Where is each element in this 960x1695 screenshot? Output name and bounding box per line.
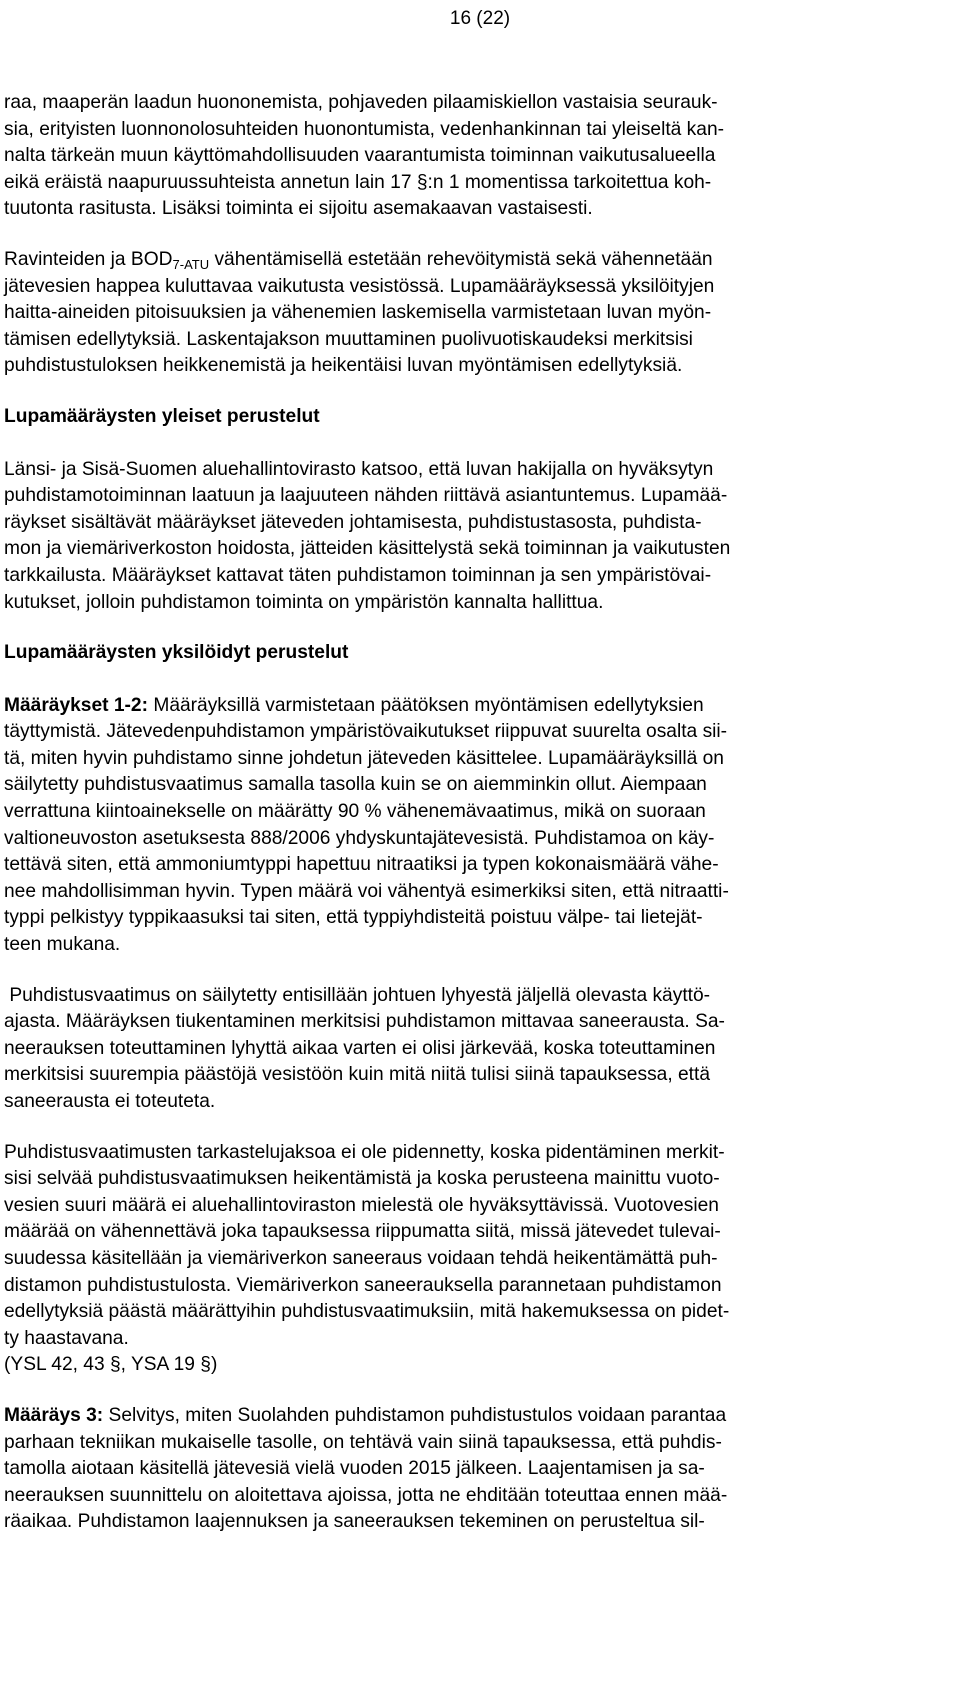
text-line: puhdistamotoiminnan laatuun ja laajuuteen nähden riittävä asiantuntemus. Lupamää- [4,485,728,507]
text-line: puhdistustuloksen heikkenemistä ja heikentäisi luvan myöntämisen edellytyksiä. [4,355,683,377]
paragraph-7 [4,1403,886,1536]
paragraph-6 [4,1140,886,1379]
text-line: merkitsisi suurempia päästöjä vesistöön kuin mitä niitä tulisi siinä tapauksessa, että [4,1064,711,1086]
text-line: Länsi- ja Sisä-Suomen aluehallintovirasto katsoo, että luvan hakijalla on hyväksytyn [4,458,714,480]
text-line: tämisen edellytyksiä. Laskentajakson muuttaminen puolivuotiskaudeksi merkitsisi [4,328,693,350]
text-line: suudessa käsitellään ja viemäriverkon saneeraus voidaan tehdä heikentämättä puh- [4,1247,718,1269]
text-line: ty haastavana. [4,1327,129,1349]
legal-reference: (YSL 42, 43 §, YSA 19 §) [4,1354,218,1376]
text-line: nee mahdollisimman hyvin. Typen määrä voi vähentyä esimerkiksi siten, että nitraatti- [4,880,729,902]
text-line: Puhdistusvaatimusten tarkastelujaksoa ei ole pidennetty, koska pidentäminen merkit- [4,1141,725,1163]
text-fragment: Määräyksillä varmistetaan päätöksen myöntämisen edellytyksien [148,694,704,716]
text-line: typpi pelkistyy typpikaasuksi tai siten, että typpiyhdisteitä poistuu välpe- tai lietejät- [4,907,703,929]
regulation-label: Määräys 3: [4,1404,104,1426]
text-line: valtioneuvoston asetuksesta 888/2006 yhdyskuntajätevesistä. Puhdistamoa on käy- [4,827,715,849]
text-line: neerauksen suunnittelu on aloitettava ajoissa, jotta ne ehditään toteuttaa ennen mää- [4,1484,728,1506]
text-line: määrää on vähennettävä joka tapauksessa riippumatta siitä, missä jätevedet tulevai- [4,1221,721,1243]
text-line: säilytetty puhdistusvaatimus samalla tasolla kuin se on aiemminkin ollut. Aiempaan [4,774,707,796]
text-line: sia, erityisten luonnonolosuhteiden huonontumista, vedenhankinnan tai yleiseltä kan- [4,118,725,140]
text-line: distamon puhdistustulosta. Viemäriverkon saneerauksella parannetaan puhdistamon [4,1274,722,1296]
text-line: räaikaa. Puhdistamon laajennuksen ja saneerauksen tekeminen on perusteltua sil- [4,1511,705,1533]
text-line [4,247,886,274]
paragraph-2 [4,247,886,380]
text-line: vesien suuri määrä ei aluehallintoviraston mielestä ole hyväksyttävissä. Vuotovesien [4,1194,719,1216]
text-line: haitta-aineiden pitoisuuksien ja vähenemien laskemisella varmistetaan luvan myön- [4,302,712,324]
text-line: täyttymistä. Jätevedenpuhdistamon ympäristövaikutukset riippuvat suurelta osalta sii- [4,721,728,743]
text-line: tuutonta rasitusta. Lisäksi toiminta ei sijoitu asemakaavan vastaisesti. [4,198,593,220]
paragraph-4 [4,693,886,959]
text-line: räykset sisältävät määräykset jäteveden johtamisesta, puhdistustasosta, puhdista- [4,511,702,533]
text-line: teen mukana. [4,934,121,956]
text-line: edellytyksiä päästä määrättyihin puhdistusvaatimuksiin, mitä hakemuksessa on pidet- [4,1301,730,1323]
text-line: tamolla aiotaan käsitellä jätevesiä vielä vuoden 2015 jälkeen. Laajentamisen ja sa- [4,1458,705,1480]
text-line: Puhdistusvaatimus on säilytetty entisillään johtuen lyhyestä jäljellä olevasta käyttö- [4,984,711,1006]
text-line: eikä eräistä naapuruussuhteista annetun lain 17 §:n 1 momentissa tarkoitettua koh- [4,171,712,193]
section-heading-general: Lupamääräysten yleiset perustelut [4,405,320,427]
text-fragment: Ravinteiden ja BOD [4,248,173,270]
text-line: verrattuna kiintoainekselle on määrätty 90 % vähenemävaatimus, mikä on suoraan [4,801,706,823]
document-body [4,90,886,1560]
text-line: mon ja viemäriverkoston hoidosta, jätteiden käsittelystä sekä toiminnan ja vaikutusten [4,538,731,560]
text-line: neerauksen toteuttaminen lyhyttä aikaa varten ei olisi järkevää, koska toteuttaminen [4,1037,716,1059]
paragraph-3 [4,457,886,617]
section-heading-specific: Lupamääräysten yksilöidyt perustelut [4,642,349,664]
regulation-label: Määräykset 1-2: [4,694,148,716]
text-line [4,1403,886,1430]
text-line: raa, maaperän laadun huononemista, pohjaveden pilaamiskiellon vastaisia seurauk- [4,92,718,113]
text-line: saneerausta ei toteuteta. [4,1091,216,1112]
text-line: jätevesien happea kuluttavaa vaikutusta vesistössä. Lupamääräyksessä yksilöityjen [4,275,715,297]
text-line [4,693,886,720]
text-fragment: vähentämisellä estetään rehevöitymistä sekä vähennetään [209,248,713,270]
page-number: 16 (22) [449,8,511,29]
text-line: tettävä siten, että ammoniumtyppi hapettuu nitraatiksi ja typen kokonaismäärä vähe- [4,854,719,876]
text-line: parhaan tekniikan mukaiselle tasolle, on tehtävä vain siinä tapauksessa, että puhdis- [4,1431,722,1453]
text-fragment: Selvitys, miten Suolahden puhdistamon puhdistustulos voidaan parantaa [103,1404,727,1426]
paragraph-5 [4,983,886,1116]
paragraph-1 [4,90,886,223]
text-line: tä, miten hyvin puhdistamo sinne johdetun jäteveden käsittelee. Lupamääräyksillä on [4,747,724,769]
text-line: kutukset, jolloin puhdistamon toiminta on ympäristön kannalta hallittua. [4,591,604,613]
text-line: nalta tärkeän muun käyttömahdollisuuden vaarantumista toiminnan vaikutusalueella [4,145,716,167]
text-line: tarkkailusta. Määräykset kattavat täten puhdistamon toiminnan ja sen ympäristövai- [4,564,712,586]
text-line: ajasta. Määräyksen tiukentaminen merkitsisi puhdistamon mittavaa saneerausta. Sa- [4,1011,725,1033]
subscript: 7-ATU [172,256,210,272]
text-line: sisi selvää puhdistusvaatimuksen heikentämistä ja koska perusteena mainittu vuoto- [4,1168,720,1190]
